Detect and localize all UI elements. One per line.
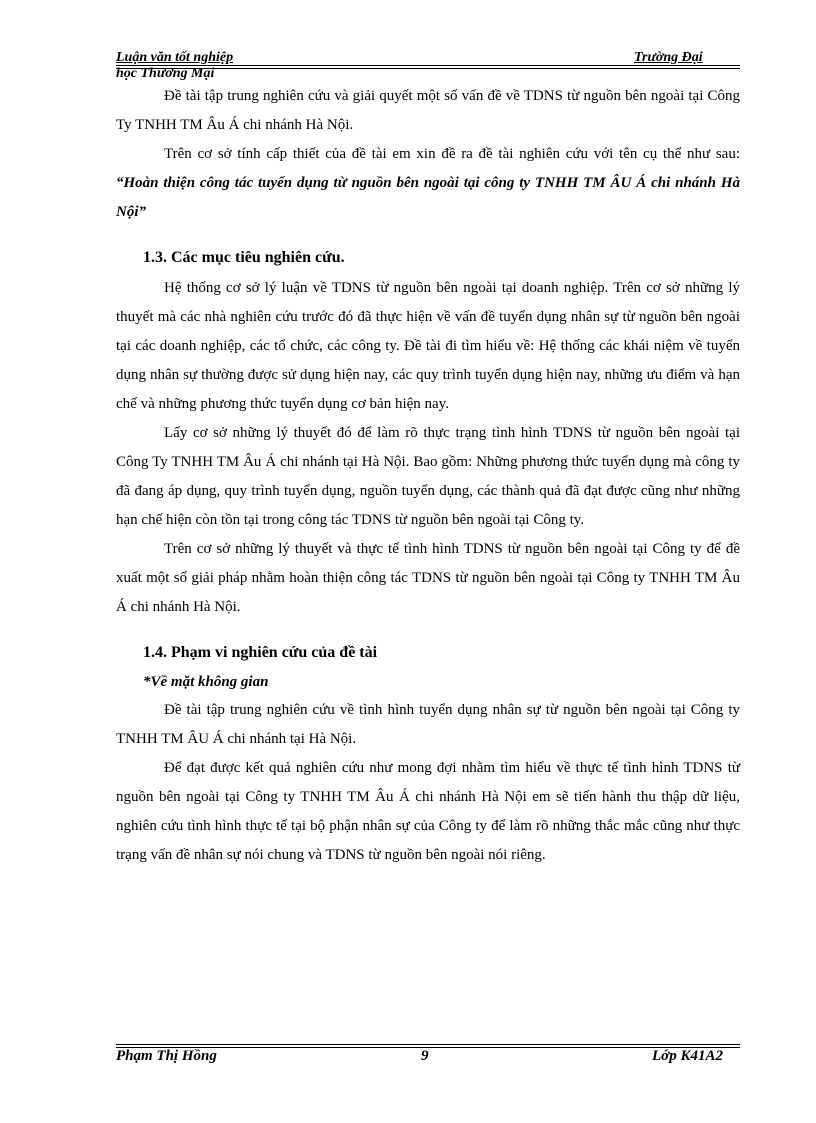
header-university-continuation: học Thương Mại (116, 66, 215, 81)
paragraph-research-focus: Đề tài tập trung nghiên cứu và giải quyết một số vấn đề về TDNS từ nguồn bên ngoài tại Công Ty TNHH TM Âu Á chi nhánh Hà Nội. (116, 88, 740, 133)
topic-proposal-lead: Trên cơ sở tính cấp thiết của đề tài em xin đề ra đề tài nghiên cứu với tên cụ thể như sau: (164, 146, 740, 162)
thesis-title-quote: “Hoàn thiện công tác tuyển dụng từ nguồn bên ngoài tại công ty TNHH TM ÂU Á chi nhánh Hà Nội” (116, 175, 740, 220)
paragraph-objectives-solutions: Trên cơ sở những lý thuyết và thực tế tình hình TDNS từ nguồn bên ngoài tại Công ty để đề xuất một số giải pháp nhằm hoàn thiện công tác TDNS từ nguồn bên ngoài tại Công ty TNHH TM Âu Á chi nhánh Hà Nội. (116, 541, 740, 615)
header-university-label: Trường Đại (634, 50, 703, 65)
paragraph-topic-proposal (116, 140, 740, 227)
subheading-spatial-scope: *Về mặt không gian (143, 674, 269, 690)
paragraph-spatial-scope: Đề tài tập trung nghiên cứu về tình hình tuyển dụng nhân sự từ nguồn bên ngoài tại Công ty TNHH TM ÂU Á chi nhánh tại Hà Nội. (116, 702, 740, 747)
paragraph-objectives-theory: Hệ thống cơ sở lý luận về TDNS từ nguồn bên ngoài tại doanh nghiệp. Trên cơ sở những lý thuyết mà các nhà nghiên cứu trước đó đã thực hiện về vấn đề tuyển dụng nhân sự từ nguồn bên ngoài tại các doanh nghiệp, các tổ chức, các công ty. Đề tài đi tìm hiểu về: Hệ thống các khái niệm về tuyển dụng nhân sự thường được sử dụng hiện nay, các quy trình tuyển dụng hiện nay, những ưu điểm và hạn chế và những phương thức tuyển dụng cơ bản hiện nay. (116, 280, 740, 412)
header-thesis-label: Luận văn tốt nghiệp (116, 50, 234, 65)
footer-page-number: 9 (421, 1048, 429, 1064)
footer-author: Phạm Thị Hồng (116, 1048, 217, 1064)
section-heading-1-4: 1.4. Phạm vi nghiên cứu của đề tài (143, 644, 378, 661)
paragraph-data-collection: Để đạt được kết quả nghiên cứu như mong đợi nhằm tìm hiểu về thực tế tình hình TDNS từ nguồn bên ngoài tại Công ty TNHH TM Âu Á chi nhánh Hà Nội em sẽ tiến hành thu thập dữ liệu, nghiên cứu tình hình thực tế tại bộ phận nhân sự của Công ty để làm rõ những thắc mắc cũng như thực trạng vấn đề nhân sự nói chung và TDNS từ nguồn bên ngoài nói riêng. (116, 760, 740, 863)
paragraph-objectives-practice: Lấy cơ sở những lý thuyết đó để làm rõ thực trạng tình hình TDNS từ nguồn bên ngoài tại Công Ty TNHH TM Âu Á chi nhánh tại Hà Nội. Bao gồm: Những phương thức tuyển dụng mà công ty đã đang áp dụng, quy trình tuyển dụng, nguồn tuyển dụng, các thành quả đã đạt được cũng như những hạn chế hiện còn tồn tại trong công tác TDNS từ nguồn bên ngoài tại Công ty. (116, 425, 740, 528)
footer-class: Lớp K41A2 (652, 1048, 723, 1064)
section-heading-1-3: 1.3. Các mục tiêu nghiên cứu. (143, 249, 345, 266)
document-body (116, 82, 740, 870)
footer-rule-top (116, 1044, 740, 1045)
